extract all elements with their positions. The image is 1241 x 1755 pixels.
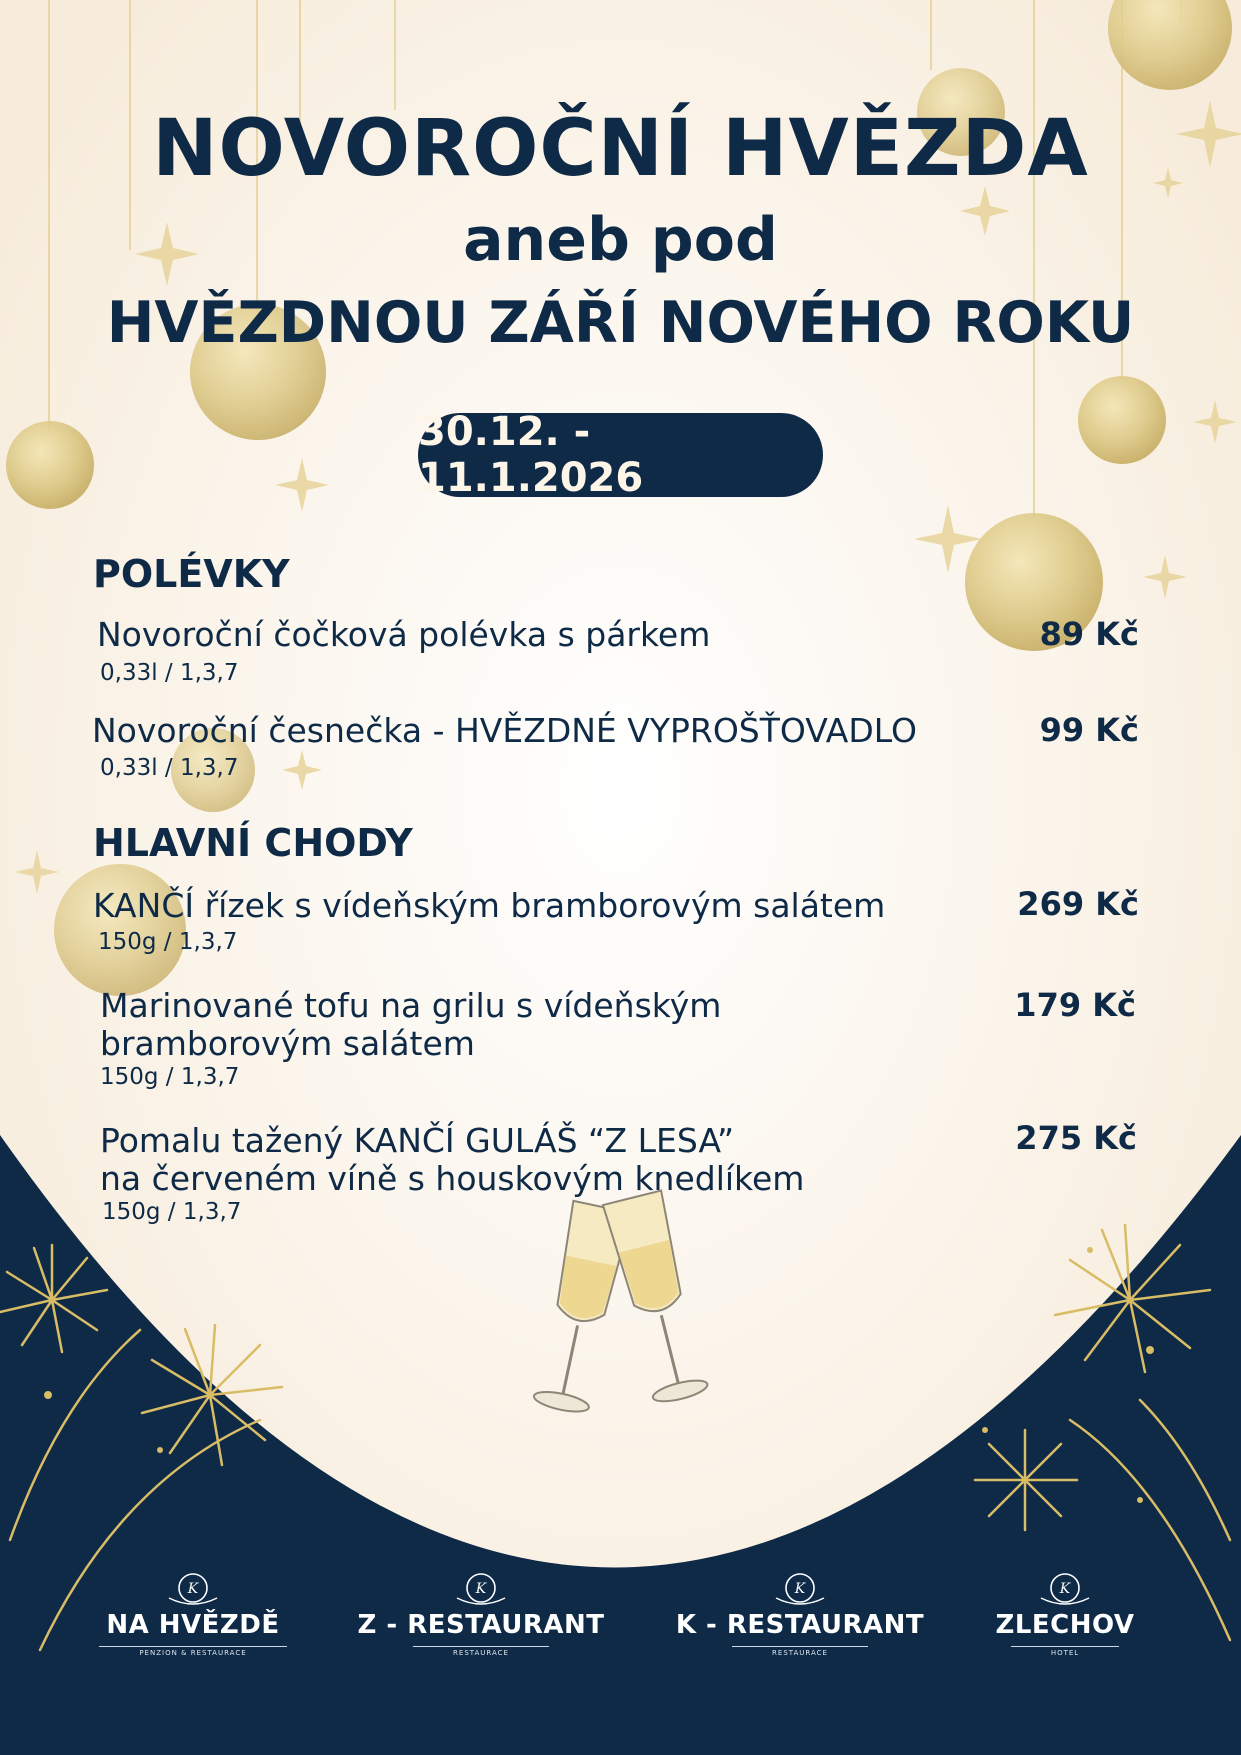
brand-subtitle: PENZION & RESTAURACE bbox=[99, 1646, 286, 1658]
main-item-meta: 150g / 1,3,7 bbox=[100, 1064, 240, 1090]
main-item-price: 269 Kč bbox=[1017, 885, 1139, 923]
soup-item-price: 89 Kč bbox=[1039, 615, 1139, 653]
poster-subtitle-2: HVĚZDNOU ZÁŘÍ NOVÉHO ROKU bbox=[106, 290, 1135, 356]
main-item-name-line2: na červeném víně s houskovým knedlíkem bbox=[100, 1159, 805, 1198]
brand-emblem-icon bbox=[163, 1572, 223, 1608]
main-item-price: 275 Kč bbox=[1015, 1119, 1137, 1157]
main-item-name: Pomalu tažený KANČÍ GULÁŠ “Z LESA” bbox=[100, 1121, 735, 1160]
main-item-name: KANČÍ řízek s vídeňským bramborovým salátem bbox=[93, 886, 886, 925]
brand-subtitle: HOTEL bbox=[1011, 1646, 1119, 1658]
soup-item-meta: 0,33l / 1,3,7 bbox=[100, 755, 239, 781]
brand-logo-na-hvezde bbox=[53, 1572, 333, 1659]
main-item-meta: 150g / 1,3,7 bbox=[102, 1199, 242, 1225]
brand-emblem-icon bbox=[1035, 1572, 1095, 1608]
brand-name: K - RESTAURANT bbox=[675, 1610, 925, 1640]
section-heading-mains: HLAVNÍ CHODY bbox=[93, 821, 413, 865]
soup-item-name: Novoroční čočková polévka s párkem bbox=[97, 615, 711, 654]
svg-text:K: K bbox=[475, 1581, 487, 1597]
svg-text:K: K bbox=[794, 1581, 806, 1597]
soup-item-name: Novoroční česnečka - HVĚZDNÉ VYPROŠŤOVADLO bbox=[92, 711, 917, 750]
soup-item-meta: 0,33l / 1,3,7 bbox=[100, 660, 239, 686]
poster-subtitle: aneb pod bbox=[463, 205, 778, 275]
brand-subtitle: RESTAURACE bbox=[732, 1646, 868, 1658]
brand-logo-k-restaurant bbox=[660, 1572, 940, 1659]
brand-name: NA HVĚZDĚ bbox=[106, 1610, 280, 1640]
brand-logo-z-restaurant bbox=[341, 1572, 621, 1659]
soup-item-price: 99 Kč bbox=[1039, 711, 1139, 749]
main-item-name-line2: bramborovým salátem bbox=[100, 1024, 475, 1063]
brand-name: ZLECHOV bbox=[995, 1610, 1135, 1640]
date-range-badge: 30.12. - 11.1.2026 bbox=[418, 413, 823, 497]
main-item-name: Marinované tofu na grilu s vídeňským bbox=[100, 986, 722, 1025]
brand-logo-zlechov bbox=[925, 1572, 1205, 1659]
brand-subtitle: RESTAURACE bbox=[413, 1646, 549, 1658]
poster-title: NOVOROČNÍ HVĚZDA bbox=[152, 104, 1089, 194]
svg-text:K: K bbox=[1059, 1581, 1071, 1597]
svg-text:K: K bbox=[187, 1581, 199, 1597]
main-item-meta: 150g / 1,3,7 bbox=[98, 929, 238, 955]
main-item-price: 179 Kč bbox=[1014, 986, 1136, 1024]
brand-name: Z - RESTAURANT bbox=[357, 1610, 605, 1640]
brand-emblem-icon bbox=[451, 1572, 511, 1608]
section-heading-soups: POLÉVKY bbox=[93, 552, 290, 596]
brand-emblem-icon bbox=[770, 1572, 830, 1608]
